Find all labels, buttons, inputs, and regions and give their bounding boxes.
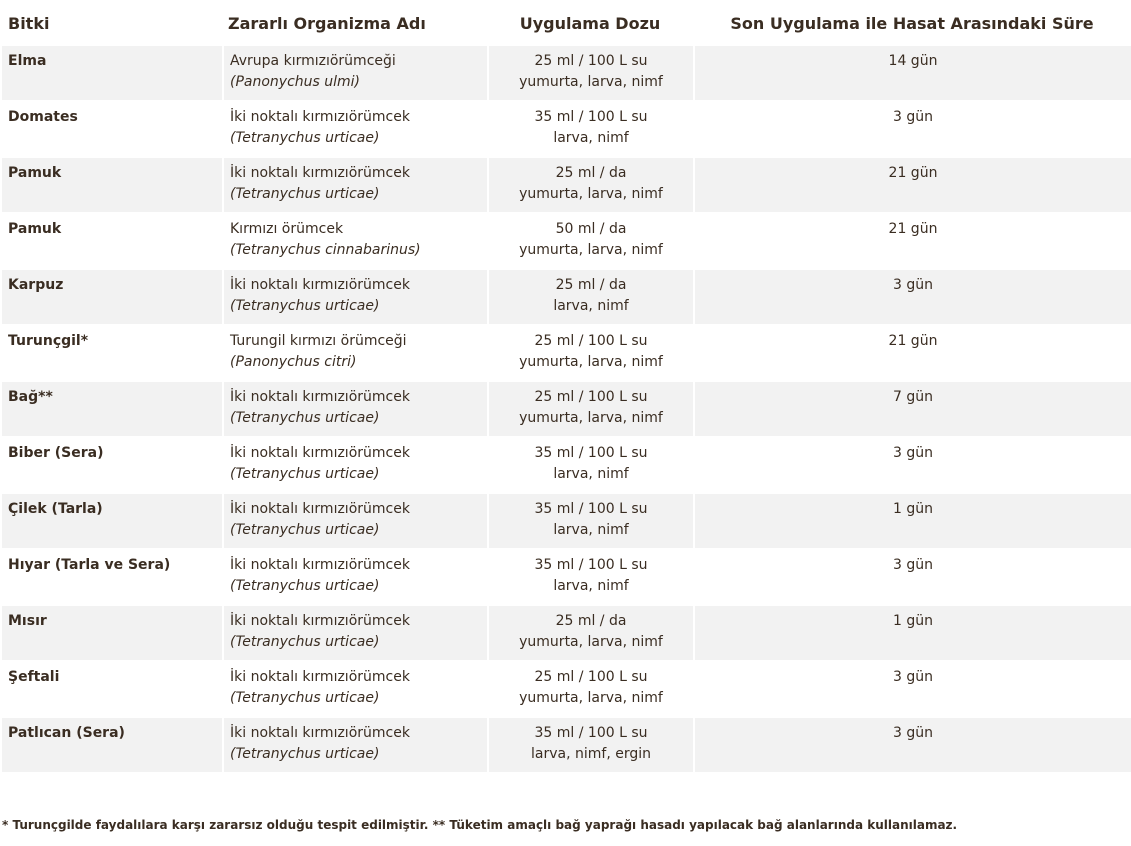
dose-amount: 35 ml / 100 L su (534, 557, 648, 573)
dose-stage: larva, nimf (553, 298, 629, 314)
pest-latin-name: (Tetranychus urticae) (230, 298, 380, 314)
dose-stage: larva, nimf (553, 466, 629, 482)
table-row (2, 158, 1131, 214)
table-row (2, 606, 1131, 662)
table-header-row (2, 0, 1131, 46)
dose-amount: 25 ml / 100 L su (534, 333, 648, 349)
pest-common-name: İki noktalı kırmızıörümcek (230, 389, 410, 405)
dose-cell (487, 158, 693, 214)
crop-cell: Pamuk (2, 214, 222, 270)
header-crop: Bitki (8, 13, 50, 33)
dose-amount: 35 ml / 100 L su (534, 501, 648, 517)
dose-amount: 25 ml / 100 L su (534, 669, 648, 685)
table-row (2, 102, 1131, 158)
pest-cell (222, 214, 487, 270)
pest-latin-name: (Tetranychus cinnabarinus) (230, 242, 421, 258)
phi-cell: 1 gün (693, 606, 1131, 662)
pest-cell (222, 46, 487, 102)
table-row (2, 718, 1131, 774)
crop-cell: Elma (2, 46, 222, 102)
dose-amount: 25 ml / 100 L su (534, 53, 648, 69)
phi-cell: 1 gün (693, 494, 1131, 550)
pest-common-name: İki noktalı kırmızıörümcek (230, 501, 410, 517)
table-row (2, 382, 1131, 438)
table-row (2, 214, 1131, 270)
crop-cell: Biber (Sera) (2, 438, 222, 494)
pest-common-name: İki noktalı kırmızıörümcek (230, 725, 410, 741)
crop-cell: Patlıcan (Sera) (2, 718, 222, 774)
pest-cell (222, 158, 487, 214)
pest-cell (222, 494, 487, 550)
table-row (2, 662, 1131, 718)
pest-latin-name: (Tetranychus urticae) (230, 466, 380, 482)
phi-cell: 3 gün (693, 102, 1131, 158)
usage-table-container (2, 0, 1131, 774)
pest-latin-name: (Tetranychus urticae) (230, 578, 380, 594)
phi-cell: 21 gün (693, 158, 1131, 214)
dose-stage: yumurta, larva, nimf (519, 74, 663, 90)
crop-cell: Hıyar (Tarla ve Sera) (2, 550, 222, 606)
table-row (2, 270, 1131, 326)
crop-cell: Pamuk (2, 158, 222, 214)
dose-stage: yumurta, larva, nimf (519, 690, 663, 706)
pest-cell (222, 438, 487, 494)
usage-table (2, 0, 1131, 774)
crop-cell: Karpuz (2, 270, 222, 326)
crop-cell: Bağ** (2, 382, 222, 438)
dose-stage: yumurta, larva, nimf (519, 634, 663, 650)
dose-cell (487, 326, 693, 382)
dose-amount: 35 ml / 100 L su (534, 725, 648, 741)
dose-stage: yumurta, larva, nimf (519, 242, 663, 258)
pest-latin-name: (Tetranychus urticae) (230, 410, 380, 426)
pest-cell (222, 382, 487, 438)
table-body (2, 46, 1131, 774)
crop-cell: Çilek (Tarla) (2, 494, 222, 550)
table-row (2, 550, 1131, 606)
header-pest: Zararlı Organizma Adı (228, 13, 426, 33)
dose-cell (487, 718, 693, 774)
phi-cell: 3 gün (693, 438, 1131, 494)
dose-amount: 25 ml / da (555, 277, 627, 293)
dose-stage: yumurta, larva, nimf (519, 186, 663, 202)
phi-cell: 14 gün (693, 46, 1131, 102)
pest-cell (222, 718, 487, 774)
pest-common-name: İki noktalı kırmızıörümcek (230, 109, 410, 125)
dose-amount: 25 ml / 100 L su (534, 389, 648, 405)
dose-stage: larva, nimf, ergin (531, 746, 651, 762)
phi-cell: 3 gün (693, 718, 1131, 774)
pest-cell (222, 550, 487, 606)
pest-common-name: İki noktalı kırmızıörümcek (230, 445, 410, 461)
phi-cell: 3 gün (693, 550, 1131, 606)
footnote: * Turunçgilde faydalılara karşı zararsız olduğu tespit edilmiştir. ** Tüketim amaçlı bağ yaprağı hasadı yapılacak bağ alanlarında kullanılamaz. (2, 818, 958, 832)
crop-cell: Domates (2, 102, 222, 158)
dose-amount: 25 ml / da (555, 165, 627, 181)
dose-cell (487, 662, 693, 718)
pest-cell (222, 606, 487, 662)
dose-stage: larva, nimf (553, 522, 629, 538)
dose-cell (487, 550, 693, 606)
pest-latin-name: (Tetranychus urticae) (230, 746, 380, 762)
pest-cell (222, 270, 487, 326)
pest-latin-name: (Tetranychus urticae) (230, 130, 380, 146)
pest-common-name: İki noktalı kırmızıörümcek (230, 669, 410, 685)
pest-latin-name: (Tetranychus urticae) (230, 634, 380, 650)
dose-amount: 35 ml / 100 L su (534, 445, 648, 461)
pest-cell (222, 102, 487, 158)
pest-common-name: İki noktalı kırmızıörümcek (230, 165, 410, 181)
dose-amount: 25 ml / da (555, 613, 627, 629)
table-row (2, 438, 1131, 494)
dose-cell (487, 438, 693, 494)
dose-amount: 35 ml / 100 L su (534, 109, 648, 125)
pest-common-name: Kırmızı örümcek (230, 221, 344, 237)
phi-cell: 7 gün (693, 382, 1131, 438)
dose-cell (487, 102, 693, 158)
dose-cell (487, 494, 693, 550)
crop-cell: Mısır (2, 606, 222, 662)
pest-common-name: Turungil kırmızı örümceği (230, 333, 407, 349)
dose-cell (487, 46, 693, 102)
pest-latin-name: (Tetranychus urticae) (230, 186, 380, 202)
pest-latin-name: (Tetranychus urticae) (230, 690, 380, 706)
phi-cell: 3 gün (693, 270, 1131, 326)
pest-common-name: İki noktalı kırmızıörümcek (230, 277, 410, 293)
pest-common-name: Avrupa kırmızıörümceği (230, 53, 396, 69)
dose-cell (487, 270, 693, 326)
dose-stage: larva, nimf (553, 578, 629, 594)
phi-cell: 3 gün (693, 662, 1131, 718)
pest-latin-name: (Panonychus citri) (230, 354, 357, 370)
table-row (2, 326, 1131, 382)
pest-latin-name: (Panonychus ulmi) (230, 74, 361, 90)
table-row (2, 46, 1131, 102)
pest-cell (222, 662, 487, 718)
phi-cell: 21 gün (693, 214, 1131, 270)
table-row (2, 494, 1131, 550)
dose-cell (487, 382, 693, 438)
pest-common-name: İki noktalı kırmızıörümcek (230, 557, 410, 573)
pest-common-name: İki noktalı kırmızıörümcek (230, 613, 410, 629)
pest-cell (222, 326, 487, 382)
header-phi: Son Uygulama ile Hasat Arasındaki Süre (730, 13, 1094, 33)
dose-stage: yumurta, larva, nimf (519, 410, 663, 426)
dose-amount: 50 ml / da (555, 221, 627, 237)
phi-cell: 21 gün (693, 326, 1131, 382)
dose-stage: yumurta, larva, nimf (519, 354, 663, 370)
dose-cell (487, 606, 693, 662)
dose-stage: larva, nimf (553, 130, 629, 146)
pest-latin-name: (Tetranychus urticae) (230, 522, 380, 538)
crop-cell: Şeftali (2, 662, 222, 718)
crop-cell: Turunçgil* (2, 326, 222, 382)
dose-cell (487, 214, 693, 270)
header-dose: Uygulama Dozu (519, 13, 661, 33)
